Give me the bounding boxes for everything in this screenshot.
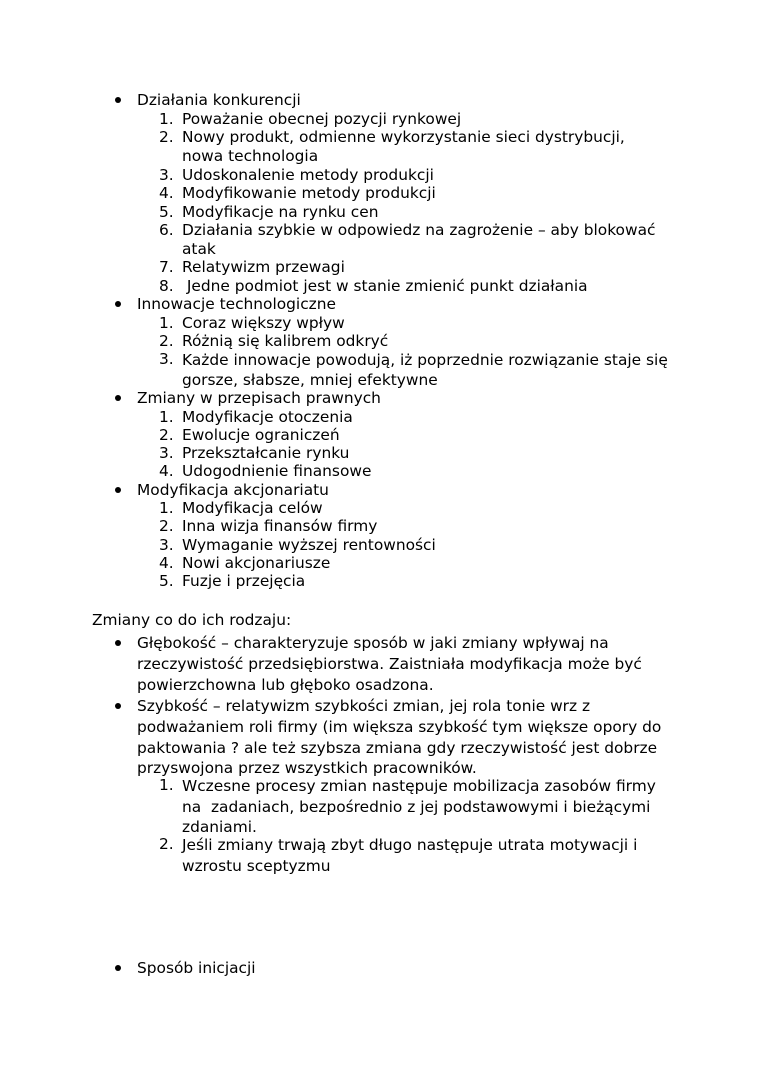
bullet-item [137,91,301,110]
list-text: Modyfikacje otoczenia [182,408,353,426]
list-number: 5. [159,572,174,590]
list-text: Udogodnienie finansowe [182,462,372,480]
list-text: nowa technologia [182,146,319,165]
list-text: Jeśli zmiany trwają zbyt długo następuje utrata motywacji i [182,836,638,854]
list-text: Modyfikacje na rynku cen [182,203,379,221]
section-heading: Zmiany co do ich rodzaju: [92,611,292,629]
list-number: 3. [159,166,174,184]
list-number: 2. [159,517,174,535]
list-number: 2. [159,426,174,444]
list-number: 4. [159,462,174,480]
list-text: Fuzje i przejęcia [182,572,306,590]
bullet-text: rzeczywistość przedsiębiorstwa. Zaistniała modyfikacja może być [137,654,642,673]
list-number: 7. [159,258,174,276]
bullet-item [137,389,381,408]
bullet-item [137,696,661,779]
bullet-text: Innowacje technologiczne [137,295,336,313]
list-text: Ewolucje ograniczeń [182,426,340,444]
bullet-text: Szybkość – relatywizm szybkości zmian, jej rola tonie wrz z [137,697,591,715]
list-number: 3. [159,444,174,462]
list-text: Jedne podmiot jest w stanie zmienić punkt działania [182,277,588,295]
list-text: Poważanie obecnej pozycji rynkowej [182,110,462,128]
list-text: Nowi akcjonariusze [182,554,331,572]
list-number: 5. [159,203,174,221]
list-number: 4. [159,184,174,202]
list-text: Relatywizm przewagi [182,258,345,276]
list-text: Modyfikacja celów [182,499,323,517]
list-number: 1. [159,110,174,128]
list-text: Różnią się kalibrem odkryć [182,332,389,350]
list-text: Nowy produkt, odmienne wykorzystanie sieci dystrybucji, [182,128,625,146]
bullet-text: paktowania ? ale też szybsza zmiana gdy rzeczywistość jest dobrze [137,738,658,757]
list-text: Wymaganie wyższej rentowności [182,536,436,554]
list-text: Udoskonalenie metody produkcji [182,166,434,184]
bullet-text: podważaniem roli firmy (im większa szybkość tym większe opory do [137,717,662,736]
list-number: 2. [159,835,174,853]
bullet-item [137,633,642,695]
list-number: 3. [159,536,174,554]
bullet-text: Zmiany w przepisach prawnych [137,389,381,407]
list-number: 1. [159,499,174,517]
bullet-text: Modyfikacja akcjonariatu [137,481,329,499]
bullet-text: Działania konkurencji [137,91,301,109]
list-text: gorsze, słabsze, mniej efektywne [182,371,438,389]
list-text: na zadaniach, bezpośrednio z jej podstawowymi i bieżącymi [182,797,651,816]
list-number: 2. [159,332,174,350]
list-text: wzrostu sceptyzmu [182,856,331,875]
list-text: Inna wizja finansów firmy [182,517,378,535]
bullet-text: Głębokość – charakteryzuje sposób w jaki zmiany wpływaj na [137,634,609,652]
list-number: 8. [159,277,174,295]
list-text: Coraz większy wpływ [182,314,345,332]
bullet-item [137,295,336,314]
list-text: zdaniami. [182,818,257,836]
list-text: Działania szybkie w odpowiedz na zagrożenie – aby blokować [182,221,656,239]
list-number: 1. [159,776,174,794]
bullet-text: przyswojona przez wszystkich pracowników. [137,759,477,778]
list-number: 1. [159,314,174,332]
bullet-text: powierzchowna lub głęboko osadzona. [137,675,434,694]
bullet-item [137,481,329,500]
list-text: Wczesne procesy zmian następuje mobilizacja zasobów firmy [182,777,656,795]
bullet-item [137,959,256,978]
list-number: 4. [159,554,174,572]
bullet-text: Sposób inicjacji [137,959,256,977]
list-text: Modyfikowanie metody produkcji [182,184,436,202]
list-number: 3. [159,350,174,368]
list-number: 6. [159,221,174,239]
list-number: 1. [159,408,174,426]
list-text: Każde innowacje powodują, iż poprzednie rozwiązanie staje się [182,351,668,369]
list-text: Przekształcanie rynku [182,444,350,462]
list-number: 2. [159,128,174,146]
list-text: atak [182,239,216,258]
